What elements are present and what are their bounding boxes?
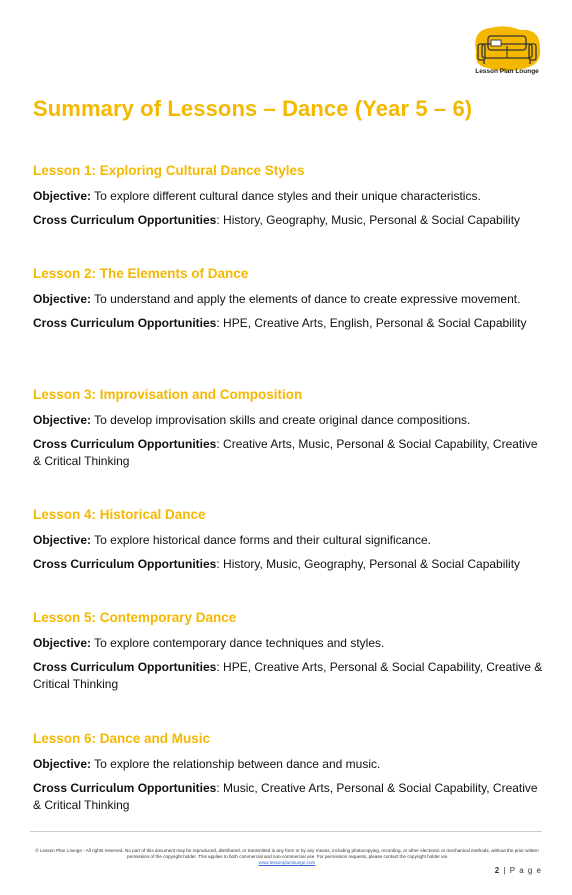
objective-label: Objective: bbox=[33, 292, 92, 306]
cross-text: History, Geography, Music, Personal & Social Capability bbox=[223, 213, 521, 227]
lesson-heading: Lesson 3: Improvisation and Composition bbox=[33, 387, 303, 402]
lesson-cross-curriculum: Cross Curriculum Opportunities: Creative Arts, Music, Personal & Social Capability, Creative & Critical Thinking bbox=[33, 437, 538, 468]
lesson-item bbox=[33, 163, 543, 266]
lesson-heading: Lesson 2: The Elements of Dance bbox=[33, 266, 249, 281]
lesson-objective bbox=[33, 756, 543, 773]
brand-name: Lesson Plan Lounge bbox=[475, 68, 539, 75]
page-separator: | bbox=[500, 866, 510, 875]
objective-text: To develop improvisation skills and create original dance compositions. bbox=[94, 413, 471, 427]
copyright-text: © Lesson Plan Lounge - All rights reserved. No part of this document may be reproduced, distributed, or transmitted in any form or by any means, including photocopying, recording, or other electronic or mechanical methods, without the prior written permission of the copyright holder. This applies to both commercial and non-commercial use. For permission requests, please contact the copyright holder via bbox=[35, 848, 539, 859]
cross-label: Cross Curriculum Opportunities bbox=[33, 660, 217, 674]
objective-text: To explore different cultural dance styles and their unique characteristics. bbox=[94, 189, 481, 203]
cross-label: Cross Curriculum Opportunities bbox=[33, 781, 217, 795]
lesson-cross-curriculum: Cross Curriculum Opportunities: HPE, Creative Arts, Personal & Social Capability, Creative & Critical Thinking bbox=[33, 660, 543, 691]
page-title: Summary of Lessons – Dance (Year 5 – 6) bbox=[33, 96, 473, 121]
objective-label: Objective: bbox=[33, 189, 92, 203]
footer-divider bbox=[30, 831, 542, 832]
lesson-heading: Lesson 1: Exploring Cultural Dance Styles bbox=[33, 163, 305, 178]
lesson-heading: Lesson 4: Historical Dance bbox=[33, 507, 206, 522]
lesson-objective bbox=[33, 188, 543, 205]
footer-copyright bbox=[34, 848, 540, 866]
objective-text: To explore historical dance forms and their cultural significance. bbox=[94, 533, 431, 547]
page-number-value: 2 bbox=[494, 866, 501, 875]
cross-text: HPE, Creative Arts, English, Personal & Social Capability bbox=[223, 316, 527, 330]
lesson-item bbox=[33, 731, 543, 814]
lesson-cross-curriculum: Cross Curriculum Opportunities: Music, Creative Arts, Personal & Social Capability, Creative & Critical Thinking bbox=[33, 781, 538, 812]
lesson-cross-curriculum: Cross Curriculum Opportunities: History, Geography, Music, Personal & Social Capability bbox=[33, 213, 521, 227]
cross-text: HPE, Creative Arts, Personal & Social Capability, Creative & Critical Thinking bbox=[33, 660, 543, 691]
objective-text: To explore contemporary dance techniques and styles. bbox=[94, 636, 385, 650]
objective-label: Objective: bbox=[33, 636, 92, 650]
lesson-objective bbox=[33, 532, 543, 549]
cross-label: Cross Curriculum Opportunities bbox=[33, 437, 217, 451]
cross-label: Cross Curriculum Opportunities bbox=[33, 213, 217, 227]
cross-label: Cross Curriculum Opportunities bbox=[33, 316, 217, 330]
lesson-objective bbox=[33, 635, 543, 652]
cross-text: History, Music, Geography, Personal & Social Capability bbox=[223, 557, 521, 571]
objective-text: To understand and apply the elements of dance to create expressive movement. bbox=[94, 292, 521, 306]
page-label: P a g e bbox=[509, 866, 542, 875]
lesson-item bbox=[33, 610, 543, 731]
cross-label: Cross Curriculum Opportunities bbox=[33, 557, 217, 571]
lesson-item bbox=[33, 266, 543, 387]
lesson-cross-curriculum: Cross Curriculum Opportunities: HPE, Creative Arts, English, Personal & Social Capability bbox=[33, 316, 527, 330]
lesson-objective bbox=[33, 412, 543, 429]
lesson-list bbox=[33, 163, 543, 821]
objective-label: Objective: bbox=[33, 413, 92, 427]
lesson-heading: Lesson 6: Dance and Music bbox=[33, 731, 211, 746]
lesson-cross-curriculum: Cross Curriculum Opportunities: History, Music, Geography, Personal & Social Capability bbox=[33, 557, 521, 571]
page-number bbox=[495, 866, 542, 875]
lesson-item bbox=[33, 387, 543, 507]
objective-label: Objective: bbox=[33, 533, 92, 547]
cross-text: Creative Arts, Music, Personal & Social Capability, Creative & Critical Thinking bbox=[33, 437, 538, 468]
lesson-heading: Lesson 5: Contemporary Dance bbox=[33, 610, 237, 625]
lesson-item bbox=[33, 507, 543, 610]
footer-website-link[interactable]: www.lessonplanlounge.com bbox=[258, 860, 316, 865]
lesson-objective bbox=[33, 291, 543, 308]
objective-text: To explore the relationship between dance and music. bbox=[94, 757, 381, 771]
cross-text: Music, Creative Arts, Personal & Social Capability, Creative & Critical Thinking bbox=[33, 781, 538, 812]
objective-label: Objective: bbox=[33, 757, 92, 771]
